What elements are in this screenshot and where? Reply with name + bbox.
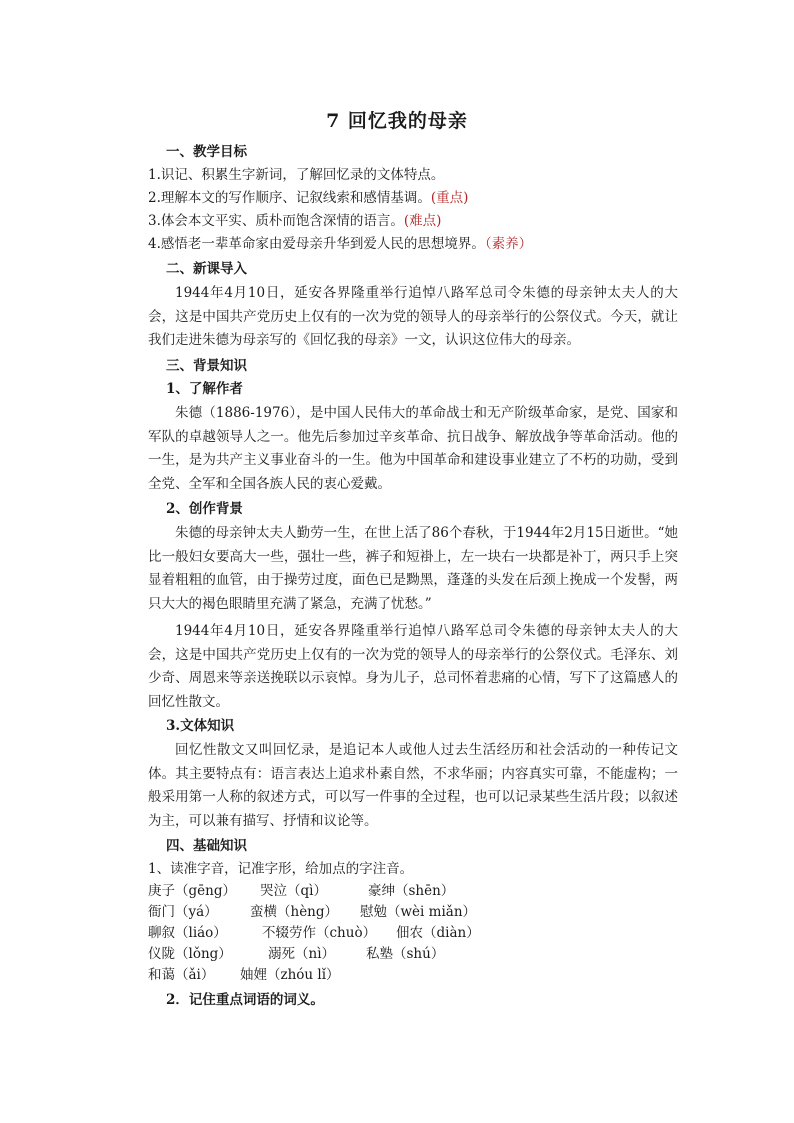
goal-item-3 bbox=[148, 211, 441, 231]
pinyin-item: 溺死（nì） bbox=[268, 946, 336, 962]
goal-text: 3.体会本文平实、质朴而饱含深情的语言。 bbox=[148, 213, 404, 229]
pinyin-item: 佃农（diàn） bbox=[396, 925, 480, 941]
goal-tag-literacy: （素养） bbox=[484, 236, 533, 252]
pinyin-item: 豪绅（shēn） bbox=[368, 883, 455, 899]
memorial-paragraph: 1944年4月10日，延安各界隆重举行追悼八路军总司令朱德的母亲钟太夫人的大会，这是中国共产党历史上仅有的一次为党的领导人的母亲举行的公祭仪式。毛泽东、刘少奇、周恩来等亲送挽联以示哀悼。身为儿子，总司怀着悲痛的心情，写下了这篇感人的回忆性散文。 bbox=[148, 623, 678, 710]
goal-text: 4.感悟老一辈革命家由爱母亲升华到爱人民的思想境界。 bbox=[148, 236, 485, 252]
goal-item-2 bbox=[148, 188, 468, 208]
pinyin-item: 哭泣（qì） bbox=[260, 883, 327, 899]
section-heading-basics: 四、基础知识 bbox=[166, 838, 247, 854]
genre-paragraph: 回忆性散文又叫回忆录，是追记本人或他人过去生活经历和社会活动的一种传记文体。其主要特点有：语言表达上追求朴素自然，不求华丽；内容真实可靠，不能虚构；一般采用第一人称的叙述方式，可以写一件事的全过程，也可以记录某些生活片段；以叙述为主，可以兼有描写、抒情和议论等。 bbox=[148, 742, 678, 829]
section-heading-teaching-goals: 一、教学目标 bbox=[166, 144, 247, 160]
goal-item-4 bbox=[148, 234, 532, 254]
subheading-about-author: 1、了解作者 bbox=[166, 381, 243, 397]
intro-paragraph: 1944年4月10日，延安各界隆重举行追悼八路军总司令朱德的母亲钟太夫人的大会，这是中国共产党历史上仅有的一次为党的领导人的母亲举行的公祭仪式。今天，就让我们走进朱德为母亲写的《回忆我的母亲》一文，认识这位伟大的母亲。 bbox=[148, 285, 678, 348]
author-paragraph: 朱德（1886-1976），是中国人民伟大的革命战士和无产阶级革命家，是党、国家和军队的卓越领导人之一。他先后参加过辛亥革命、抗日战争、解放战争等革命活动。他的一生，是为共产主义事业奋斗的一生。他为中国革命和建设事业建立了不朽的功勋，受到全党、全军和全国各族人民的衷心爱戴。 bbox=[148, 405, 678, 492]
pinyin-item: 慰勉（wèi miǎn） bbox=[360, 904, 477, 920]
goal-tag-key-point: (重点) bbox=[430, 190, 469, 206]
pinyin-item: 蛮横（hèng） bbox=[250, 904, 339, 920]
pinyin-item: 聊叙（liáo） bbox=[148, 925, 227, 941]
page-title: 7 回忆我的母亲 bbox=[326, 110, 468, 132]
section-heading-background: 三、背景知识 bbox=[166, 358, 247, 374]
pinyin-item: 衙门（yá） bbox=[148, 904, 218, 920]
goal-text: 2.理解本文的写作顺序、记叙线索和感情基调。 bbox=[148, 190, 431, 206]
goal-text: 1.识记、积累生字新词，了解回忆录的文体特点。 bbox=[148, 167, 445, 183]
pinyin-instruction: 1、读准字音，记准字形，给加点的字注音。 bbox=[148, 861, 414, 877]
pinyin-item: 私塾（shú） bbox=[366, 946, 445, 962]
pinyin-item: 妯娌（zhóu lǐ） bbox=[240, 967, 340, 983]
subheading-vocabulary: 2．记住重点词语的词义。 bbox=[166, 992, 324, 1008]
subheading-writing-background: 2、创作背景 bbox=[166, 501, 243, 517]
section-heading-intro: 二、新课导入 bbox=[166, 261, 247, 277]
subheading-genre: 3.文体知识 bbox=[166, 718, 235, 734]
pinyin-item: 庚子（gēng） bbox=[148, 883, 236, 899]
goal-tag-difficulty: (难点) bbox=[403, 213, 442, 229]
pinyin-item: 仪陇（lǒng） bbox=[148, 946, 232, 962]
goal-item-1 bbox=[148, 165, 444, 185]
background-paragraph: 朱德的母亲钟太夫人勤劳一生，在世上活了86个春秋，于1944年2月15日逝世。“她比一般妇女要高大一些，强壮一些，裤子和短褂上，左一块右一块都是补丁，两只手上突显着粗粗的血管，由于操劳过度，面色已是黝黑，蓬蓬的头发在后颈上挽成一个发髻，两只大大的褐色眼睛里充满了紧急，充满了忧愁。” bbox=[148, 525, 678, 612]
pinyin-item: 不辍劳作（chuò） bbox=[262, 925, 377, 941]
pinyin-item: 和蔼（ǎi） bbox=[148, 967, 215, 983]
